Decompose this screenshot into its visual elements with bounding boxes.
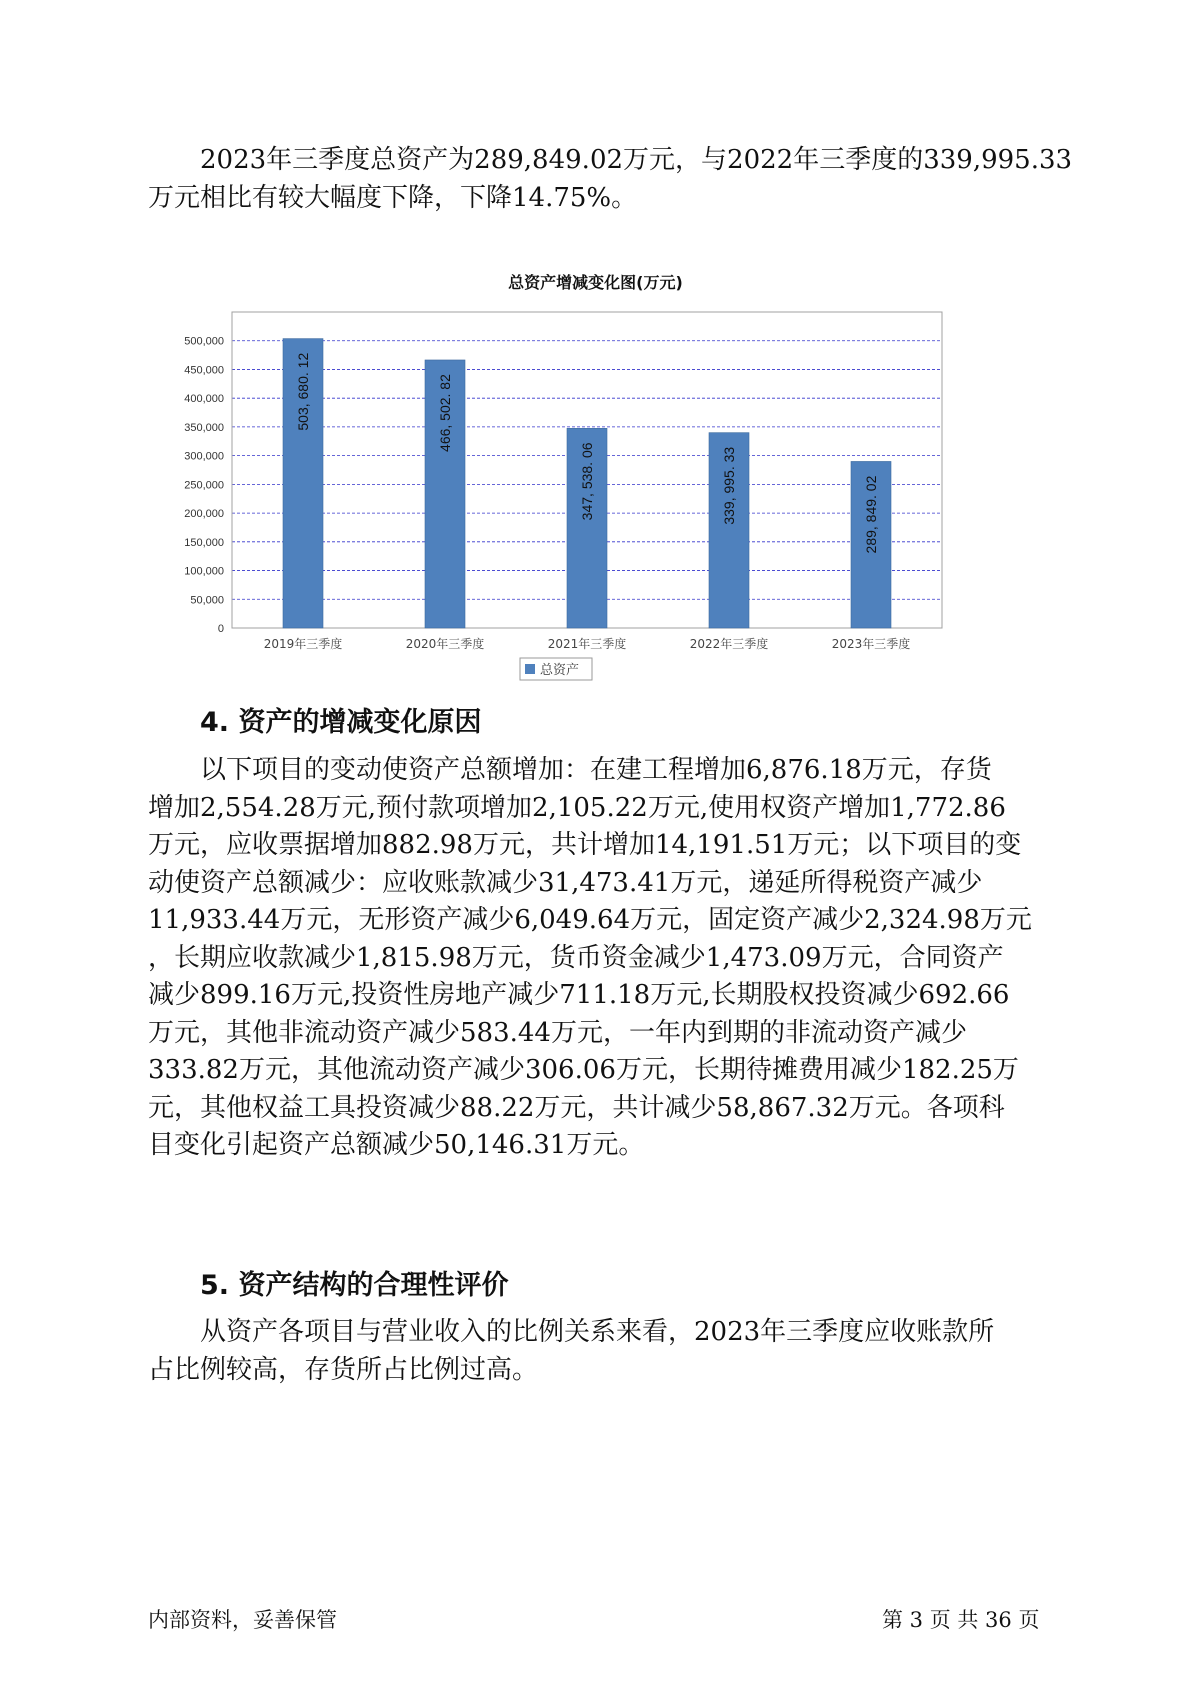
section-4-line: 增加2,554.28万元,预付款项增加2,105.22万元,使用权资产增加1,772.86 — [148, 792, 1006, 823]
section-5-heading: 5. 资产结构的合理性评价 — [200, 1270, 509, 1301]
y-tick-label: 350,000 — [184, 421, 224, 434]
section-4-line: 333.82万元，其他流动资产减少306.06万元，长期待摊费用减少182.25万 — [148, 1055, 1019, 1085]
y-tick-label: 200,000 — [184, 508, 224, 521]
bar-value-label: 466, 502. 82 — [437, 374, 453, 452]
y-tick-label: 0 — [217, 623, 224, 635]
y-tick-label: 300,000 — [184, 450, 224, 463]
section-4-line: 万元，应收票据增加882.98万元，共计增加14,191.51万元；以下项目的变 — [148, 830, 1022, 860]
y-tick-label: 400,000 — [184, 393, 224, 406]
section-4-heading: 4. 资产的增减变化原因 — [200, 707, 482, 738]
x-tick-label: 2021年三季度 — [547, 637, 627, 651]
footer-confidential-note: 内部资料，妥善保管 — [148, 1608, 337, 1632]
section-4-line: 目变化引起资产总额减少50,146.31万元。 — [148, 1130, 645, 1160]
section-4-line: ，长期应收款减少1,815.98万元，货币资金减少1,473.09万元，合同资产 — [148, 942, 1004, 973]
y-tick-label: 250,000 — [184, 479, 224, 492]
section-5-paragraph — [148, 1314, 1053, 1389]
y-tick-label: 500,000 — [184, 335, 224, 348]
y-axis-tick-labels — [184, 336, 224, 635]
y-tick-label: 50,000 — [190, 594, 224, 607]
section-4-line: 11,933.44万元，无形资产减少6,049.64万元，固定资产减少2,324.98万元 — [148, 905, 1032, 935]
y-tick-label: 150,000 — [184, 536, 224, 549]
section-5-line: 占比例较高，存货所占比例过高。 — [148, 1354, 539, 1385]
x-tick-label: 2022年三季度 — [689, 637, 769, 651]
x-tick-label: 2020年三季度 — [405, 637, 485, 651]
section-4-paragraph — [148, 752, 1053, 1165]
total-assets-bar-chart — [150, 300, 950, 678]
section-4-line: 减少899.16万元,投资性房地产减少711.18万元,长期股权投资减少692.66 — [148, 980, 1010, 1010]
x-tick-label: 2019年三季度 — [263, 637, 343, 651]
y-tick-label: 450,000 — [184, 364, 224, 377]
section-4-line: 动使资产总额减少：应收账款减少31,473.41万元，递延所得税资产减少 — [148, 867, 983, 898]
chart-bars — [283, 339, 891, 628]
intro-paragraph — [148, 142, 1073, 217]
footer-page-number: 第 3 页 共 36 页 — [882, 1608, 1040, 1632]
bar-value-label: 289, 849. 02 — [863, 475, 879, 554]
chart-title: 总资产增减变化图(万元) — [508, 273, 683, 292]
section-4-line: 万元，其他非流动资产减少583.44万元，一年内到期的非流动资产减少 — [148, 1017, 967, 1048]
bar-value-label: 503, 680. 12 — [295, 352, 311, 431]
section-4-line: 元，其他权益工具投资减少88.22万元，共计减少58,867.32万元。各项科 — [148, 1092, 1005, 1123]
intro-line-2: 万元相比有较大幅度下降，下降14.75%。 — [148, 182, 638, 213]
chart-legend — [520, 658, 592, 680]
bar-value-label: 339, 995. 33 — [721, 446, 737, 525]
y-tick-label: 100,000 — [184, 565, 224, 578]
x-axis-tick-labels — [264, 636, 911, 651]
legend-swatch — [525, 664, 535, 674]
x-tick-label: 2023年三季度 — [831, 637, 911, 651]
intro-line-1: 2023年三季度总资产为289,849.02万元，与2022年三季度的339,995.33 — [200, 145, 1073, 175]
legend-label: 总资产 — [540, 663, 580, 678]
section-5-line: 从资产各项目与营业收入的比例关系来看，2023年三季度应收账款所 — [200, 1317, 995, 1347]
bar-value-label: 347, 538. 06 — [579, 442, 595, 521]
section-4-line: 以下项目的变动使资产总额增加：在建工程增加6,876.18万元，存货 — [200, 755, 992, 785]
